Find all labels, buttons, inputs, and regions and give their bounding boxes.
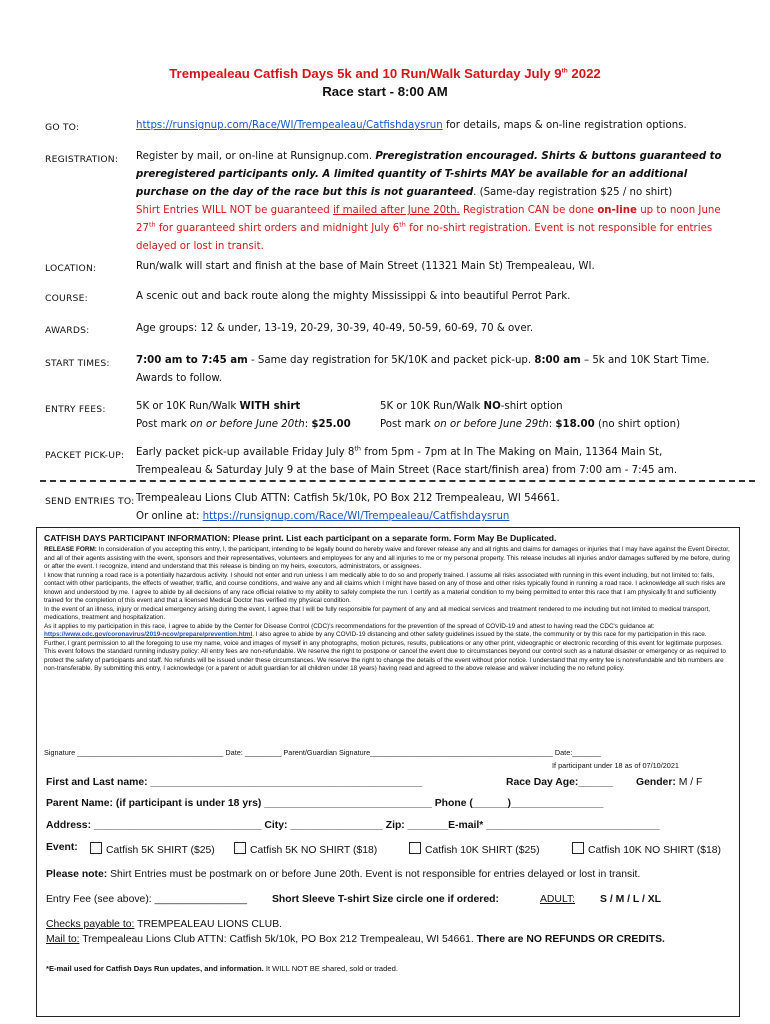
location-label: LOCATION: bbox=[45, 263, 97, 274]
start-times-label: START TIMES: bbox=[45, 358, 110, 369]
title-year: 2022 bbox=[567, 66, 601, 81]
goto-row bbox=[136, 117, 687, 135]
cut-line-divider bbox=[40, 480, 755, 482]
packet-text: Early packet pick-up available Friday July 8th from 5pm - 7pm at In The Making on Main, 11364 Main St, Trempealeau & Saturday July 9 at the base of Main Street (Race start/finish area) from 7:00 am - 7:45 am. bbox=[136, 444, 678, 476]
gender-field[interactable]: Gender: M / F bbox=[636, 777, 703, 788]
registration-label: REGISTRATION: bbox=[45, 154, 119, 165]
age-field[interactable]: Race Day Age:______ bbox=[506, 777, 614, 788]
start-times-text: 7:00 am to 7:45 am - Same day registration for 5K/10K and packet pick-up. 8:00 am – 5k and 10K Start Time. Awards to follow. bbox=[136, 355, 710, 384]
participant-info-heading: CATFISH DAYS PARTICIPANT INFORMATION: Please print. List each participant on a separate form. Form May Be Duplicated. bbox=[44, 533, 557, 543]
address-field[interactable]: Address: _____________________________ City: ________________ Zip: _______E-mail* ______________________________ bbox=[46, 820, 660, 831]
registration-text bbox=[136, 148, 726, 256]
awards-text: Age groups: 12 & under, 13-19, 20-29, 30-39, 40-49, 50-59, 60-69, 70 & over. bbox=[136, 323, 534, 334]
fee-with-shirt: 5K or 10K Run/Walk WITH shirt Post mark on or before June 20th: $25.00 bbox=[136, 401, 351, 430]
checks-payable: Checks payable to: TREMPEALEAU LIONS CLUB. bbox=[46, 919, 283, 930]
signature-line[interactable]: Signature ____________________________________ Date: _________ Parent/Guardian Signature_____________________________________________ Date:_______ bbox=[44, 748, 601, 757]
entry-fees-label: ENTRY FEES: bbox=[45, 404, 106, 415]
location-text: Run/walk will start and finish at the base of Main Street (11321 Main St) Trempealeau, WI. bbox=[136, 261, 595, 272]
parent-field[interactable]: Parent Name: (if participant is under 18 yrs) _____________________________ Phone (______)________________ bbox=[46, 798, 604, 809]
event-options bbox=[46, 842, 78, 853]
shirt-size-label: Short Sleeve T-shirt Size circle one if ordered: bbox=[272, 894, 499, 905]
goto-tail: for details, maps & on-line registration options. bbox=[442, 120, 687, 131]
name-field[interactable]: First and Last name: _______________________________________________ bbox=[46, 777, 423, 788]
postmark-note: Please note: Shirt Entries must be postmark on or before June 20th. Event is not responsible for entries delayed or lost in transit. bbox=[46, 869, 641, 880]
send-text: Trempealeau Lions Club ATTN: Catfish 5k/10k, PO Box 212 Trempealeau, WI 54661. Or online at: https://runsignup.com/Race/WI/Trempealeau/Catfishdaysrun bbox=[136, 493, 560, 522]
checkbox-10k-shirt[interactable] bbox=[409, 842, 421, 854]
entry-fee-field[interactable]: Entry Fee (see above): ________________ bbox=[46, 894, 248, 905]
packet-label: PACKET PICK-UP: bbox=[45, 450, 125, 461]
event-5k-shirt[interactable]: Catfish 5K SHIRT ($25) bbox=[90, 842, 215, 856]
mail-to: Mail to: Trempealeau Lions Club ATTN: Catfish 5k/10k, PO Box 212 Trempealeau, WI 54661. There are NO REFUNDS OR CREDITS. bbox=[46, 934, 665, 945]
registration-sameday: . (Same-day registration $25 / no shirt) bbox=[473, 187, 673, 198]
event-10k-shirt[interactable]: Catfish 10K SHIRT ($25) bbox=[409, 842, 540, 856]
course-label: COURSE: bbox=[45, 293, 88, 304]
email-note: *E-mail used for Catfish Days Run updates, and information. It WILL NOT BE shared, sold or traded. bbox=[46, 964, 398, 973]
race-link[interactable]: https://runsignup.com/Race/WI/Trempealeau/Catfishdaysrun bbox=[136, 120, 443, 131]
event-10k-no-shirt[interactable]: Catfish 10K NO SHIRT ($18) bbox=[572, 842, 721, 856]
fee-no-shirt: 5K or 10K Run/Walk NO-shirt option Post mark on or before June 29th: $18.00 (no shirt option) bbox=[380, 401, 681, 430]
shirt-sizes[interactable]: S / M / L / XL bbox=[600, 894, 662, 905]
registration-plain: Register by mail, or on-line at Runsignup.com. bbox=[136, 151, 376, 162]
checkbox-5k-shirt[interactable] bbox=[90, 842, 102, 854]
under18-note: If participant under 18 as of 07/10/2021 bbox=[552, 761, 679, 770]
race-start-heading: Race start - 8:00 AM bbox=[322, 84, 448, 99]
page-title bbox=[0, 66, 770, 81]
checkbox-5k-no-shirt[interactable] bbox=[234, 842, 246, 854]
registration-red-notice: Shirt Entries WILL NOT be guaranteed if mailed after June 20th. Registration CAN be done on-line up to noon June 27th for guaranteed shirt orders and midnight July 6th for no-shirt registration. Event is not responsible for entries delayed or lost in transit. bbox=[136, 205, 721, 252]
checkbox-10k-no-shirt[interactable] bbox=[572, 842, 584, 854]
title-sup: th bbox=[561, 67, 568, 75]
awards-label: AWARDS: bbox=[45, 325, 90, 336]
adult-label: ADULT: bbox=[540, 894, 576, 905]
online-link[interactable]: https://runsignup.com/Race/WI/Trempealeau/Catfishdaysrun bbox=[202, 511, 510, 522]
title-text: Trempealeau Catfish Days 5k and 10 Run/Walk Saturday July 9 bbox=[169, 66, 562, 81]
release-form-text: RELEASE FORM: In consideration of you accepting this entry, I, the participant, intending to be legally bound do hereby waive and forever release any and all rights and claims for damages or injuries that I may have against the Event Director, and all of their agents assisting with the event, sponsors and their representatives, volunteers and employees for any and all injuries to me or my personal property. This release includes all injuries and/or damages suffered by me before, during or after the event. I recognize, intend and understand that this release is binding on my heirs, executors, administrators, or assignees. I know that running a road race is a potentially hazardous activity. I should not enter and run unless I am medically able to do so and properly trained. I assume all risks associated with running in this event including, but not limited to: falls, contact with other participants, the effects of weather, traffic, and course conditions, and waive any and all claims which I might have based on any of those and other risks typically found in running a road race. I acknowledge all such risks are known and understood by me. I agree to abide by all decisions of any race official relative to my ability to safely complete the run. I certify as a material condition to my being permitted to enter this race that I am physically fit and sufficiently trained for the completion of this event and that a licensed Medical Doctor has verified my physical condition. In the event of an illness, injury or medical emergency arising during the event, I agree that I will be fully responsible for payment of any and all medical services and treatment rendered to me including but not limited to medical transport, medications, treatment and hospitalization. As it applies to my participation in this race, I agree to abide by the Center for Disease Control (CDC)'s recommendations for the prevention of the spread of COVID-19 and attest to having read the CDC's guidance at: https://www.cdc.gov/coronavirus/2019-ncov/prepare/prevention.html. I also agree to abide by any COVID-19 distancing and other safety guidelines issued by the state, the community or by this race for my participation in this race. Further, I grant permission to all the foregoing to use my name, voice and images of myself in any photographs, motion pictures, results, publications or any other print, videographic or electronic recording of this event for legitimate purposes. This event follows the standard running industry policy: All entry fees are non-refundable. We reserve the right to postpone or cancel the event due to circumstances beyond our control such as a natural disaster or emergency or as required to protect the safety of participants and staff. No refunds will be issued under these circumstances. We reserve the right to change the details of the event without prior notice. I understand that my entry fee is nonrefundable and bib numbers are non-transferable. By submitting this entry, I acknowledge (or a parent or adult guardian for all children under 18 years) having read and agreed to the above release and waiver including the no refund policy. bbox=[44, 546, 730, 672]
event-label: Event: bbox=[46, 842, 78, 853]
send-label: SEND ENTRIES TO: bbox=[45, 496, 135, 507]
goto-label: GO TO: bbox=[45, 122, 80, 133]
registration-emphasis: Preregistration encouraged. Shirts & buttons guaranteed to preregistered participants only. A limited quantity of T-shirts MAY be available for an additional purchase on the day of the race but this is not guaranteed bbox=[136, 151, 722, 198]
event-5k-no-shirt[interactable]: Catfish 5K NO SHIRT ($18) bbox=[234, 842, 377, 856]
course-text: A scenic out and back route along the mighty Mississippi & into beautiful Perrot Park. bbox=[136, 291, 571, 302]
cdc-link[interactable]: https://www.cdc.gov/coronavirus/2019-ncov/prepare/prevention.html bbox=[44, 631, 253, 638]
